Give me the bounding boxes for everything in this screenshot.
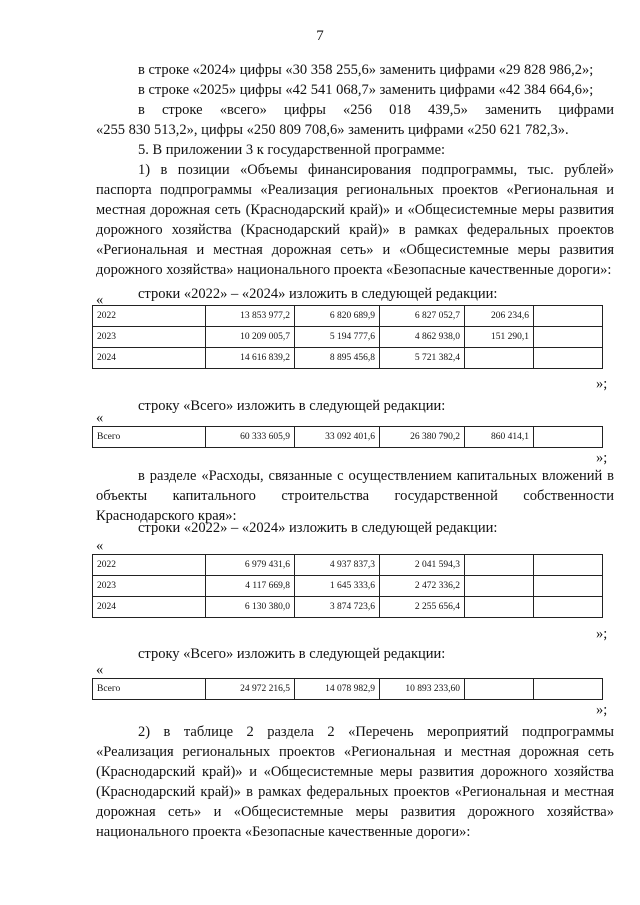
table-cell: 10 209 005,7 xyxy=(206,327,295,348)
table-row-label: Всего xyxy=(93,427,206,448)
table-cell xyxy=(534,348,603,369)
text-line-2025: в строке «2025» цифры «42 541 068,7» заменить цифрами «42 384 664,6»; xyxy=(138,82,594,98)
table-cell: 10 893 233,60 xyxy=(380,679,465,700)
table-cell: 14 616 839,2 xyxy=(206,348,295,369)
text-row-total: строку «Всего» изложить в следующей редакции: xyxy=(138,646,446,662)
quote-close-mark: »; xyxy=(596,376,608,392)
table-cell: 4 937 837,3 xyxy=(295,555,380,576)
paragraph-item-2: 2) в таблице 2 раздела 2 «Перечень мероприятий подпрограммы «Реализация региональных проектов «Региональная и местная дорожная сеть (Краснодарский край)» и «Общесистемные меры развития дорожного хозяйства (Краснодарский край)» в рамках федеральных проектов «Региональная и местная дорожная сеть» и «Общесистемные меры развития дорожного хозяйства» национального проекта «Безопасные качественные дороги»: xyxy=(96,724,614,840)
table-cell: 8 895 456,8 xyxy=(295,348,380,369)
quote-close-mark: »; xyxy=(596,450,608,466)
table-cell: 2 255 656,4 xyxy=(380,597,465,618)
table-cell xyxy=(534,679,603,700)
table-cell xyxy=(465,555,534,576)
table-cell: 60 333 605,9 xyxy=(206,427,295,448)
quote-open-mark: « xyxy=(96,538,104,554)
text-line-total-cont: «255 830 513,2», цифры «250 809 708,6» заменить цифрами «250 621 782,3». xyxy=(96,122,569,138)
quote-open-mark: « xyxy=(96,410,104,426)
table-total-financing xyxy=(92,426,603,448)
table-cell: 4 862 938,0 xyxy=(380,327,465,348)
text-rows-2022-2024: строки «2022» – «2024» изложить в следующей редакции: xyxy=(138,520,498,536)
table-years-capital xyxy=(92,554,603,618)
table-cell: 860 414,1 xyxy=(465,427,534,448)
text-line-total: в строке «всего» цифры «256 018 439,5» заменить цифрами xyxy=(138,102,614,118)
table-cell: 6 820 689,9 xyxy=(295,306,380,327)
table-cell: 13 853 977,2 xyxy=(206,306,295,327)
paragraph-capital-expenses: в разделе «Расходы, связанные с осуществлением капитальных вложений в объекты капитального строительства государственной собственности Краснодарского края»: xyxy=(96,468,614,524)
paragraph-item-1: 1) в позиции «Объемы финансирования подпрограммы, тыс. рублей» паспорта подпрограммы «Реализация региональных проектов «Региональная и местная дорожная сеть (Краснодарский край)» и «Общесистемные меры развития дорожного хозяйства (Краснодарский край)» в рамках федеральных проектов «Региональная и местная дорожная сеть» и «Общесистемные меры развития дорожного хозяйства» национального проекта «Безопасные качественные дороги»: xyxy=(96,162,614,278)
table-years-financing xyxy=(92,305,603,369)
table-cell: 14 078 982,9 xyxy=(295,679,380,700)
table-row xyxy=(93,555,603,576)
table-row xyxy=(93,306,603,327)
quote-open-mark: « xyxy=(96,292,104,308)
table-cell xyxy=(465,576,534,597)
table-row xyxy=(93,576,603,597)
table-cell: 1 645 333,6 xyxy=(295,576,380,597)
table-cell: 24 972 216,5 xyxy=(206,679,295,700)
table-row-label: 2023 xyxy=(93,327,206,348)
table-cell xyxy=(534,576,603,597)
table-cell xyxy=(534,597,603,618)
table-row xyxy=(93,427,603,448)
table-cell xyxy=(465,348,534,369)
table-row-label: 2022 xyxy=(93,555,206,576)
table-cell xyxy=(465,679,534,700)
table-cell xyxy=(534,427,603,448)
quote-close-mark: »; xyxy=(596,626,608,642)
table-row-label: Всего xyxy=(93,679,206,700)
table-cell xyxy=(534,555,603,576)
table-cell: 33 092 401,6 xyxy=(295,427,380,448)
text-item-5: 5. В приложении 3 к государственной программе: xyxy=(138,142,446,158)
quote-open-mark: « xyxy=(96,662,104,678)
page-number: 7 xyxy=(316,28,324,44)
text-line-2024: в строке «2024» цифры «30 358 255,6» заменить цифрами «29 828 986,2»; xyxy=(138,62,594,78)
table-cell: 3 874 723,6 xyxy=(295,597,380,618)
quote-close-mark: »; xyxy=(596,702,608,718)
table-cell: 6 130 380,0 xyxy=(206,597,295,618)
table-cell xyxy=(465,597,534,618)
table-cell: 2 041 594,3 xyxy=(380,555,465,576)
table-cell: 5 721 382,4 xyxy=(380,348,465,369)
table-cell xyxy=(534,306,603,327)
table-row-label: 2022 xyxy=(93,306,206,327)
table-cell: 6 979 431,6 xyxy=(206,555,295,576)
table-row xyxy=(93,348,603,369)
table-row-label: 2023 xyxy=(93,576,206,597)
table-cell: 6 827 052,7 xyxy=(380,306,465,327)
table-cell: 4 117 669,8 xyxy=(206,576,295,597)
text-row-total: строку «Всего» изложить в следующей редакции: xyxy=(138,398,446,414)
table-cell: 5 194 777,6 xyxy=(295,327,380,348)
table-row xyxy=(93,679,603,700)
text-rows-2022-2024: строки «2022» – «2024» изложить в следующей редакции: xyxy=(138,286,498,302)
table-row xyxy=(93,327,603,348)
table-cell xyxy=(534,327,603,348)
table-row-label: 2024 xyxy=(93,597,206,618)
table-total-capital xyxy=(92,678,603,700)
table-row xyxy=(93,597,603,618)
table-cell: 2 472 336,2 xyxy=(380,576,465,597)
table-row-label: 2024 xyxy=(93,348,206,369)
table-cell: 151 290,1 xyxy=(465,327,534,348)
table-cell: 26 380 790,2 xyxy=(380,427,465,448)
table-cell: 206 234,6 xyxy=(465,306,534,327)
